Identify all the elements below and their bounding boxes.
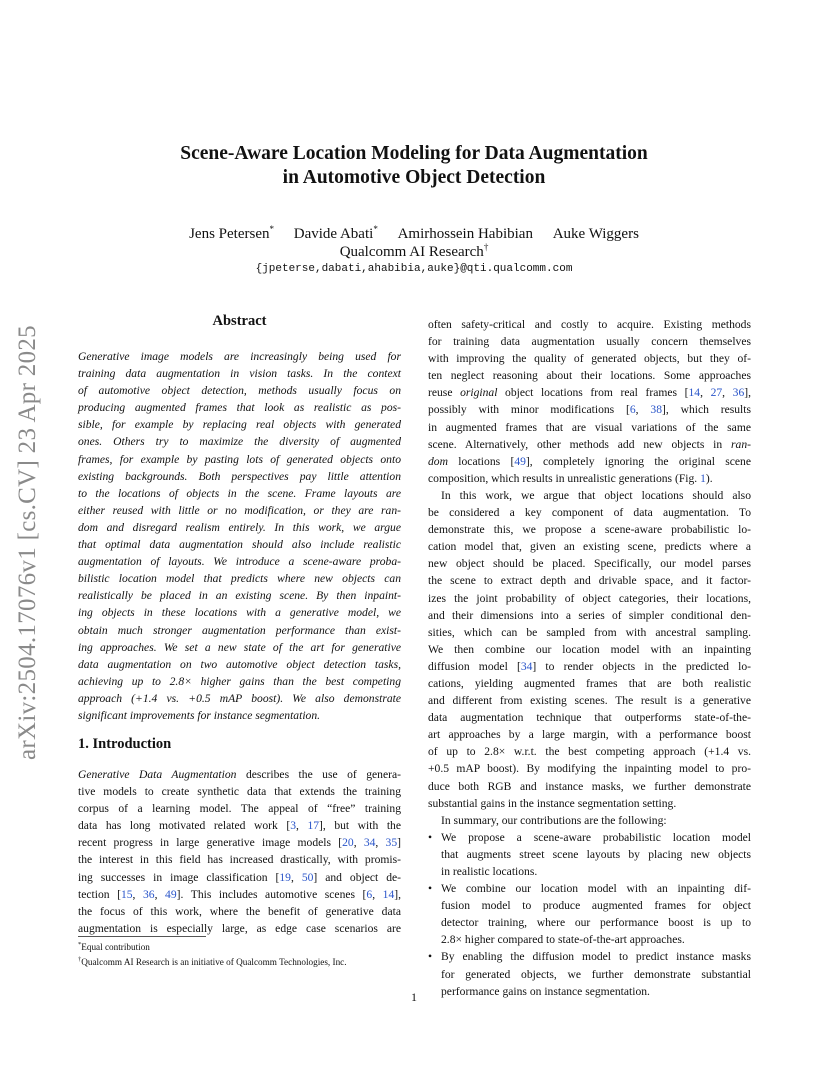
abstract-line: Generative image models are increasingly being used for bbox=[78, 350, 401, 363]
citation-link[interactable]: 34 bbox=[363, 836, 376, 850]
footnote: *Equal contribution bbox=[78, 941, 150, 953]
abstract-line: achieving up to 2.8× higher gains than the best competing bbox=[78, 674, 401, 688]
text-run: , bbox=[296, 819, 308, 833]
text-run: substantial gains in the instance segmentation setting. bbox=[428, 796, 677, 810]
text-run: , bbox=[353, 836, 364, 850]
text-run: Generative Data Augmentation bbox=[78, 768, 237, 781]
text-run: with improving the quality of generated objects, but they of- bbox=[428, 352, 751, 366]
text-run: +0.5 mAP boost). By modifying the inpainting model to pro- bbox=[428, 762, 751, 776]
text-run: duce both RGB and instance masks, we further demonstrate bbox=[428, 779, 751, 793]
text-run: , bbox=[154, 887, 166, 901]
abstract-line: either reused with little or no modification, or they are ran- bbox=[78, 503, 401, 517]
abstract-line: realistically be placed in an existing scene. By then inpaint- bbox=[78, 589, 401, 603]
text-run: the scene to extract depth and drivable space, and it factor- bbox=[428, 574, 751, 588]
text-run: data has long motivated related work [ bbox=[78, 819, 291, 833]
text-line bbox=[428, 401, 751, 418]
text-line bbox=[428, 778, 751, 795]
bullet-icon: • bbox=[428, 950, 433, 964]
bullet-icon: • bbox=[428, 882, 433, 896]
text-line bbox=[428, 641, 751, 658]
text-run: diffusion model [ bbox=[428, 659, 521, 673]
citation-link[interactable]: 49 bbox=[514, 454, 526, 468]
abstract-line: data augmentation on two automotive object detection tasks, bbox=[78, 657, 401, 671]
abstract-line: ing objects in these locations with a generative model, we bbox=[78, 606, 401, 620]
contribution-bullet bbox=[428, 880, 751, 948]
abstract-line: bilistic location model that predicts where new objects can bbox=[78, 572, 401, 586]
citation-link[interactable]: 20 bbox=[342, 836, 354, 850]
bullet-line: fusion model to produce augmented frames for object bbox=[441, 899, 751, 913]
text-line bbox=[428, 470, 751, 487]
text-line bbox=[428, 367, 751, 384]
text-line bbox=[428, 487, 751, 504]
text-run: the focus of this work, where the benefit of generative data bbox=[78, 904, 401, 918]
bullet-line: We combine our location model with an inpainting dif- bbox=[441, 882, 751, 896]
author: Auke Wiggers bbox=[552, 226, 639, 242]
citation-link[interactable]: 6 bbox=[366, 887, 373, 901]
text-run: composition, which results in unrealistic generations (Fig. bbox=[428, 471, 701, 485]
text-line bbox=[428, 692, 751, 709]
text-run: corpus of a learning model. The appeal of “free” training bbox=[78, 802, 401, 816]
text-line bbox=[78, 886, 401, 903]
text-run: , bbox=[290, 870, 302, 884]
abstract-line: sible, for example by replacing real objects with generated bbox=[78, 418, 401, 432]
text-run: new object should be placed. Specifically, our model parses bbox=[428, 557, 751, 571]
text-run: , bbox=[722, 386, 733, 400]
text-run: art approaches by a large margin, with a performance boost bbox=[428, 728, 751, 742]
text-run: possibly with minor modifications [ bbox=[428, 403, 630, 417]
abstract-line: ing approaches. We set a new state of the art for generative bbox=[78, 640, 401, 654]
page-number: 1 bbox=[411, 990, 417, 1004]
bullet-line: that augments street scene layouts by placing new objects bbox=[441, 847, 751, 861]
abstract-line: ones. Others try to maximize the diversity of augmented bbox=[78, 435, 401, 449]
text-line bbox=[78, 920, 401, 937]
text-run: izes the joint probability of object categories, their locations, bbox=[428, 591, 751, 605]
citation-link[interactable]: 34 bbox=[520, 659, 533, 673]
text-line bbox=[428, 590, 751, 607]
text-run: ing successes in image classification [ bbox=[78, 870, 280, 884]
text-run: of up to 2.8× w.r.t. the best competing approach (+1.4 vs. bbox=[428, 745, 751, 759]
text-run: ] bbox=[397, 836, 402, 850]
text-line bbox=[428, 658, 751, 675]
text-run: ], bbox=[394, 887, 402, 901]
text-run: augmentation is especially large, as edge case scenarios are bbox=[78, 921, 401, 935]
author: Davide Abati* bbox=[293, 224, 378, 242]
footnote-rule bbox=[78, 936, 206, 937]
affiliation: Qualcomm AI Research† bbox=[339, 242, 489, 260]
abstract-line: of automotive object detection, methods usually focus on bbox=[78, 384, 401, 398]
text-run: ], completely ignoring the original scene bbox=[525, 454, 751, 468]
text-line bbox=[428, 333, 751, 350]
title-line-1: Scene-Aware Location Modeling for Data Augmentation bbox=[180, 143, 648, 164]
text-line bbox=[428, 709, 751, 726]
footnotes bbox=[78, 939, 418, 968]
text-run: ] and object de- bbox=[313, 870, 402, 884]
text-line bbox=[428, 504, 751, 521]
abstract-line: obtain much stronger augmentation performance than exist- bbox=[78, 623, 401, 637]
bullet-icon: • bbox=[428, 830, 433, 844]
citation-link[interactable]: 17 bbox=[307, 819, 320, 833]
abstract-line: approach (+1.4 vs. +0.5 mAP boost). We also demonstrate bbox=[78, 691, 401, 705]
right-column-body bbox=[428, 316, 751, 1000]
bullet-line: We propose a scene-aware probabilistic location model bbox=[441, 830, 751, 844]
text-run: ]. This includes automotive scenes [ bbox=[176, 887, 367, 901]
citation-link[interactable]: 36 bbox=[732, 386, 745, 400]
text-line bbox=[78, 817, 401, 834]
text-run: We then combine our location model with an inpainting bbox=[428, 642, 751, 656]
footnote: †Qualcomm AI Research is an initiative of Qualcomm Technologies, Inc. bbox=[78, 955, 347, 967]
text-line bbox=[428, 350, 751, 367]
abstract-line: to the locations of objects in the scene. Frame layouts are bbox=[78, 486, 401, 500]
arxiv-stamp: arXiv:2504.17076v1 [cs.CV] 23 Apr 2025 bbox=[14, 325, 41, 760]
abstract-line: existing backgrounds. Both perspectives pay little attention bbox=[78, 469, 401, 483]
text-line bbox=[428, 521, 751, 538]
text-run: ], bbox=[744, 386, 752, 400]
citation-link[interactable]: 3 bbox=[290, 819, 296, 833]
text-run: reuse bbox=[428, 386, 461, 400]
abstract-line: producing augmented frames that look as realistic as pos- bbox=[78, 401, 401, 415]
bullet-line: By enabling the diffusion model to predict instance masks bbox=[441, 950, 751, 964]
text-line bbox=[78, 834, 401, 851]
citation-link[interactable]: 6 bbox=[629, 403, 636, 417]
text-line bbox=[428, 743, 751, 760]
citation-link[interactable]: 15 bbox=[120, 887, 133, 901]
text-line bbox=[428, 419, 751, 436]
abstract-line: dom and disregard realism entirely. In this work, we argue bbox=[78, 520, 401, 534]
text-run: , bbox=[635, 403, 651, 417]
abstract-line: augmentation of layouts. We introduce a scene-aware proba- bbox=[78, 555, 401, 569]
text-run: , bbox=[132, 887, 143, 901]
text-line bbox=[78, 800, 401, 817]
author-emails: {jpeterse,dabati,ahabibia,auke}@qti.qualcomm.com bbox=[255, 263, 573, 275]
text-run: recent progress in large generative image models [ bbox=[78, 836, 343, 850]
text-line bbox=[428, 675, 751, 692]
text-run: and their dimensions into a series of simpler conditional den- bbox=[428, 608, 751, 622]
text-run: ], which results bbox=[662, 403, 752, 417]
text-line bbox=[428, 555, 751, 572]
text-line bbox=[428, 726, 751, 743]
bullet-line: 2.8× higher compared to state-of-the-art approaches. bbox=[441, 933, 685, 947]
text-run: ten neglect reasoning about their locations. Some approaches bbox=[428, 369, 751, 383]
text-run: original bbox=[460, 386, 498, 400]
section-heading-introduction: 1. Introduction bbox=[78, 736, 172, 752]
text-run: ], but with the bbox=[319, 819, 401, 833]
text-run: tection [ bbox=[78, 887, 121, 901]
text-line bbox=[78, 869, 401, 886]
citation-link[interactable]: 49 bbox=[165, 887, 177, 901]
text-line bbox=[428, 538, 751, 555]
abstract-body bbox=[78, 348, 401, 724]
text-line bbox=[428, 384, 751, 401]
abstract-line: frames, for example by pasting lots of generated objects onto bbox=[78, 452, 401, 466]
bullet-line: in realistic locations. bbox=[441, 865, 538, 878]
text-run: ). bbox=[705, 471, 713, 485]
citation-link[interactable]: 14 bbox=[688, 386, 701, 400]
text-run: the interest in this field has increased drastically, with promis- bbox=[78, 853, 401, 867]
citation-link[interactable]: 50 bbox=[301, 870, 314, 884]
author: Amirhossein Habibian bbox=[397, 226, 533, 242]
abstract-line: significant improvements for instance segmentation. bbox=[78, 708, 321, 722]
text-line bbox=[78, 903, 401, 920]
text-run: in augmented frames that are visual variations of the same bbox=[428, 420, 751, 434]
citation-link[interactable]: 36 bbox=[143, 887, 155, 901]
citation-link[interactable]: 19 bbox=[279, 870, 291, 884]
text-run: In this work, we argue that object locations should also bbox=[441, 488, 751, 502]
text-line bbox=[428, 436, 751, 453]
citation-link[interactable]: 38 bbox=[650, 403, 662, 417]
text-line bbox=[428, 316, 751, 333]
text-run: be considered a key component of data augmentation. To bbox=[428, 506, 751, 520]
text-run: , bbox=[372, 887, 383, 901]
text-line bbox=[78, 851, 401, 868]
bullet-line: performance gains on instance segmentation. bbox=[441, 984, 650, 998]
text-run: , bbox=[375, 836, 386, 850]
abstract-line: training data augmentation in vision tasks. In the context bbox=[78, 367, 401, 381]
text-line bbox=[428, 453, 751, 470]
text-line bbox=[78, 783, 401, 800]
text-run: In summary, our contributions are the following: bbox=[441, 813, 667, 827]
text-line bbox=[428, 624, 751, 641]
text-run: and different from existing scenes. The result is a generative bbox=[428, 694, 751, 708]
citation-link[interactable]: 14 bbox=[382, 887, 395, 901]
text-run: ran- bbox=[731, 437, 751, 451]
bullet-line: for generated objects, we further demonstrate substantial bbox=[441, 967, 751, 981]
text-run: demonstrate this, we propose a scene-aware probabilistic lo- bbox=[428, 523, 751, 537]
text-run: scene. Alternatively, other methods add new objects in bbox=[428, 437, 732, 451]
text-run: cations, yielding augmented frames that are both realistic bbox=[428, 676, 751, 690]
text-run: describes the use of genera- bbox=[236, 768, 401, 781]
abstract-line: that optimal data augmentation should also include realistic bbox=[78, 538, 401, 552]
text-line bbox=[428, 760, 751, 777]
introduction-body bbox=[78, 766, 401, 937]
text-run: , bbox=[700, 386, 711, 400]
text-run: for training data augmentation usually concern themselves bbox=[428, 335, 751, 349]
text-line bbox=[428, 572, 751, 589]
text-run: locations [ bbox=[447, 454, 515, 468]
contribution-bullet bbox=[428, 829, 751, 880]
citation-link[interactable]: 35 bbox=[385, 836, 398, 850]
text-line bbox=[428, 607, 751, 624]
text-line bbox=[428, 812, 751, 829]
author: Jens Petersen* bbox=[189, 224, 274, 242]
text-run: cation model that, given an existing scene, predicts where a bbox=[428, 540, 751, 554]
text-run: often safety-critical and costly to acquire. Existing methods bbox=[428, 318, 751, 331]
abstract-heading: Abstract bbox=[212, 313, 267, 329]
text-run: dom bbox=[428, 454, 448, 468]
text-run: tive models to create synthetic data that extends the training bbox=[78, 785, 401, 799]
text-run: object locations from real frames [ bbox=[497, 386, 689, 400]
citation-link[interactable]: 1 bbox=[700, 471, 706, 485]
text-line bbox=[78, 766, 401, 783]
text-run: data augmentation technique that outperforms state-of-the- bbox=[428, 711, 751, 725]
citation-link[interactable]: 27 bbox=[710, 386, 723, 400]
paper-title bbox=[120, 142, 708, 190]
bullet-line: detector training, where our performance boost is up to bbox=[441, 916, 751, 930]
text-run: ] to render objects in the predicted lo- bbox=[532, 659, 751, 673]
text-line bbox=[428, 795, 751, 812]
text-run: sities, which can be sampled from with ancestral sampling. bbox=[428, 625, 751, 639]
title-line-2: in Automotive Object Detection bbox=[282, 167, 546, 188]
